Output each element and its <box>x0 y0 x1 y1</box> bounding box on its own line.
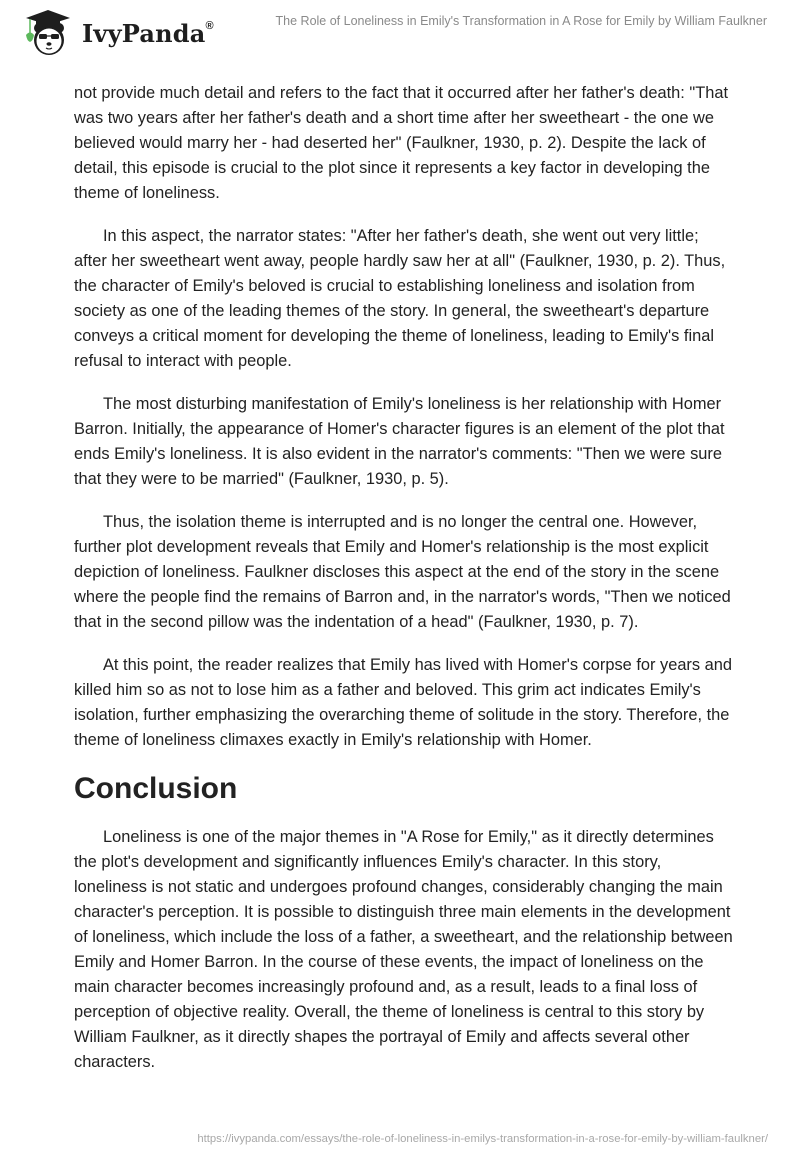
essay-body <box>74 81 734 1093</box>
paragraph: At this point, the reader realizes that Emily has lived with Homer's corpse for years and killed him so as not to lose him as a father and beloved. This grim act indicates Emily's isolation, further emphasizing the overarching theme of solitude in the story. Therefore, the theme of loneliness climaxes exactly in Emily's relationship with Homer. <box>74 656 732 749</box>
document-title: The Role of Loneliness in Emily's Transformation in A Rose for Emily by William Faulkner <box>275 14 767 28</box>
paragraph: Thus, the isolation theme is interrupted and is no longer the central one. However, further plot development reveals that Emily and Homer's relationship is the most explicit depiction of loneliness. Faulkner discloses this aspect at the end of the story in the scene where the people find the remains of Barron and, in the narrator's words, "Then we noticed that in the second pillow was the indentation of a head" (Faulkner, 1930, p. 7). <box>74 513 731 631</box>
paragraph: The most disturbing manifestation of Emily's loneliness is her relationship with Homer Barron. Initially, the appearance of Homer's character figures is an element of the plot that ends Emily's loneliness. It is also evident in the narrator's comments: "Then we were sure that they were to be married" (Faulkner, 1930, p. 5). <box>74 395 725 488</box>
conclusion-paragraph: Loneliness is one of the major themes in "A Rose for Emily," as it directly determines the plot's development and significantly influences Emily's character. In this story, loneliness is not static and undergoes profound changes, considerably changing the main character's perception. It is possible to distinguish three main elements in the development of loneliness, which include the loss of a father, a sweetheart, and the relationship between Emily and Homer Barron. In the course of these events, the impact of loneliness on the main character becomes increasingly profound and, as a result, leads to a final loss of perception of objective reality. Overall, the theme of loneliness is central to this story by William Faulkner, as it directly shapes the portrayal of Emily and affects several other characters. <box>74 828 733 1071</box>
panda-graduate-icon <box>18 8 76 58</box>
paragraph: In this aspect, the narrator states: "After her father's death, she went out very little; after her sweetheart went away, people hardly saw her at all" (Faulkner, 1930, p. 2). Thus, the character of Emily's beloved is crucial to establishing loneliness and isolation from society as one of the leading themes of the story. In general, the sweetheart's departure conveys a critical moment for developing the theme of loneliness, leading to Emily's final refusal to interact with people. <box>74 227 726 370</box>
page-header <box>0 0 800 60</box>
section-heading-conclusion: Conclusion <box>74 772 238 805</box>
logo-wordmark: IvyPanda® <box>82 18 214 48</box>
source-url[interactable]: https://ivypanda.com/essays/the-role-of-loneliness-in-emilys-transformation-in-a-rose-for-emily-by-william-faulkner/ <box>197 1133 768 1145</box>
paragraph: not provide much detail and refers to the fact that it occurred after her father's death: "That was two years after her father's death and a short time after her sweetheart - the one we believed would marry her - had deserted her" (Faulkner, 1930, p. 2). Despite the lack of detail, this episode is crucial to the plot since it represents a key factor in developing the theme of loneliness. <box>74 84 729 202</box>
ivypanda-logo[interactable] <box>18 8 214 58</box>
